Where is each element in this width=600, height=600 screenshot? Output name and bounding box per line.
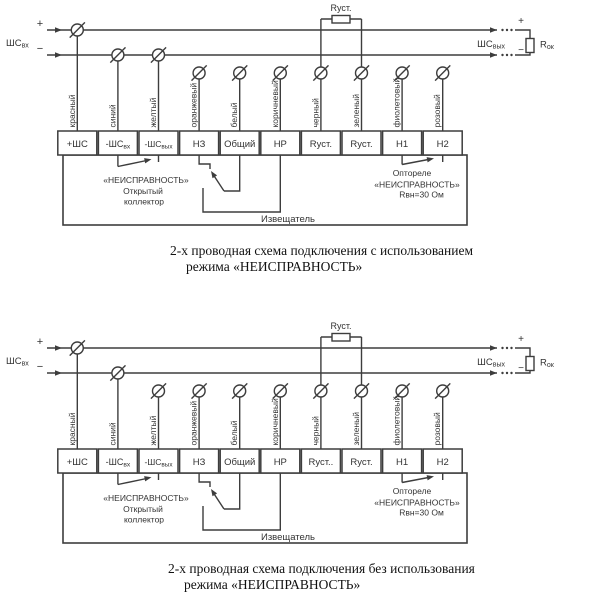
screw-terminal-icon — [110, 47, 125, 62]
terminal-label: -ШСвых — [144, 139, 173, 151]
oc-switch-arrow — [144, 158, 151, 163]
terminal-label: Общий — [224, 139, 256, 150]
loop-plus-arrow — [55, 27, 62, 32]
terminal-label: Н2 — [436, 139, 449, 150]
terminal-label: -ШСвх — [105, 457, 131, 469]
terminal-label: -ШСвых — [144, 457, 173, 469]
loop-plus-arrow — [55, 345, 62, 350]
screw-terminal-icon — [354, 383, 369, 398]
dot — [506, 372, 508, 374]
terminal-label: -ШСвх — [105, 139, 131, 151]
wire-color-label: синий — [107, 422, 118, 446]
dot — [501, 372, 503, 374]
wire-color-label: оранжевый — [188, 400, 199, 446]
dot — [506, 54, 508, 56]
screw-terminal-icon — [232, 65, 247, 80]
wire-color-label: оранжевый — [188, 82, 199, 128]
loop-plus-arrow — [490, 27, 497, 32]
opto-note-line1: Оптореле — [392, 168, 432, 178]
loop-minus-arrow — [55, 370, 62, 375]
terminal-label: НЗ — [192, 457, 206, 468]
screw-terminal-icon — [313, 383, 328, 398]
screw-terminal-icon — [151, 47, 166, 62]
resistor-rok-body — [526, 357, 534, 371]
loop-in-minus-label: − — [36, 43, 44, 55]
wire-color-label: желтый — [148, 97, 158, 128]
terminal-label: +ШС — [66, 139, 88, 150]
wire-color-label: синий — [107, 104, 118, 128]
screw-terminal-icon — [151, 383, 166, 398]
loop-minus-arrow — [490, 52, 497, 57]
oc-switch-blade — [118, 160, 149, 167]
dot — [501, 29, 503, 31]
terminal-label: НР — [273, 139, 287, 150]
wire-color-label: фиолетовый — [391, 77, 402, 128]
loop-in-minus-label: − — [36, 361, 44, 373]
relay-nr-path — [203, 155, 280, 212]
terminal-label: Rуст. — [350, 139, 373, 150]
dot — [501, 54, 503, 56]
screw-terminal-icon — [313, 65, 328, 80]
wire-color-label: зеленый — [351, 412, 361, 446]
screw-terminal-icon — [435, 65, 450, 80]
screw-terminal-icon — [110, 365, 125, 380]
oc-switch-arrow — [144, 476, 151, 481]
loop-out-minus-label: − — [518, 45, 524, 56]
screw-terminal-icon — [192, 65, 207, 80]
wire-color-label: белый — [229, 420, 240, 446]
terminal-label: НР — [273, 457, 287, 468]
wire-color-label: коричневый — [269, 80, 280, 128]
terminal-label: Н1 — [396, 139, 409, 150]
screw-terminal-icon — [192, 383, 207, 398]
loop-in-plus-label: + — [36, 18, 44, 30]
loop-minus-arrow — [490, 370, 497, 375]
diagram2-caption-line2: режима «НЕИСПРАВНОСТЬ» — [184, 577, 361, 592]
screw-terminal-icon — [70, 22, 85, 37]
rok-resistor-label: Rок — [540, 357, 554, 369]
screw-terminal-icon — [354, 65, 369, 80]
terminal-label: Общий — [224, 457, 256, 468]
relay-nr-path — [203, 473, 280, 530]
oc-note-line2: Открытый — [123, 504, 163, 514]
detector-label: Извещатель — [260, 214, 316, 225]
terminal-label: Н1 — [396, 457, 409, 468]
loop-in-label: ШСвх — [6, 356, 29, 368]
wire-color-label: коричневый — [269, 398, 280, 446]
loop-out-label: ШСвых — [477, 39, 505, 51]
loop-in-label: ШСвх — [6, 38, 29, 50]
opto-note-line3: Rвн=30 Ом — [399, 507, 444, 518]
wire-color-label: белый — [229, 102, 240, 128]
wire-color-label: фиолетовый — [391, 395, 402, 446]
diagram1-caption-line1: 2-х проводная схема подключения с использованием — [170, 243, 474, 258]
screw-terminal-icon — [273, 65, 288, 80]
terminal-label: Rуст. — [309, 139, 333, 150]
terminal-label: Н2 — [436, 457, 449, 468]
wire-color-label: черный — [310, 98, 321, 128]
wire-color-label: желтый — [148, 415, 158, 446]
loop-out-label: ШСвых — [477, 357, 505, 369]
relay-common-path — [224, 155, 240, 191]
screw-terminal-icon — [435, 383, 450, 398]
wire-color-label: розовый — [432, 412, 443, 446]
dot — [506, 347, 508, 349]
opto-switch-arrow — [427, 475, 434, 480]
screw-terminal-icon — [70, 340, 85, 355]
oc-note-line1: «НЕИСПРАВНОСТЬ» — [103, 175, 189, 185]
screw-terminal-icon — [232, 383, 247, 398]
opto-note-line1: Оптореле — [392, 486, 432, 496]
opto-switch-arrow — [427, 157, 434, 162]
relay-nz-path — [199, 473, 210, 487]
opto-note-line2: «НЕИСПРАВНОСТЬ» — [374, 497, 460, 508]
oc-note-line3: коллектор — [123, 514, 165, 525]
dot — [510, 54, 512, 56]
relay-blade-arrow — [211, 489, 217, 496]
resistor-rok-body — [526, 39, 534, 53]
rok-lead-top — [515, 348, 530, 357]
loop-out-plus-label: + — [518, 16, 524, 27]
dot — [506, 29, 508, 31]
dot — [510, 347, 512, 349]
rust-resistor-label: Rуст. — [330, 321, 352, 331]
resistor-rust-body — [332, 334, 350, 342]
wiring-diagram-without-fault-mode — [0, 318, 600, 553]
loop-plus-arrow — [490, 345, 497, 350]
wire-color-label: зеленый — [351, 94, 361, 128]
diagram2-caption-line1: 2-х проводная схема подключения без использования — [168, 561, 475, 576]
loop-in-plus-label: + — [36, 336, 44, 348]
relay-nz-path — [199, 155, 210, 169]
terminal-label: Rуст.. — [308, 457, 334, 468]
relay-common-path — [224, 473, 240, 509]
loop-minus-arrow — [55, 52, 62, 57]
rok-lead-top — [515, 30, 530, 39]
dot — [510, 372, 512, 374]
loop-out-minus-label: − — [518, 363, 524, 374]
oc-note-line2: Открытый — [123, 186, 163, 196]
wire-color-label: черный — [310, 416, 321, 446]
terminal-label: Rуст. — [350, 457, 373, 468]
wire-color-label: красный — [66, 412, 77, 446]
opto-switch-blade — [402, 159, 431, 165]
opto-note-line3: Rвн=30 Ом — [399, 189, 444, 200]
rust-resistor-label: Rуст. — [330, 3, 352, 13]
oc-switch-blade — [118, 478, 149, 485]
wire-color-label: красный — [66, 94, 77, 128]
terminal-label: НЗ — [192, 139, 206, 150]
detector-label: Извещатель — [260, 532, 316, 543]
diagram1-caption-line2: режима «НЕИСПРАВНОСТЬ» — [186, 259, 363, 274]
opto-note-line2: «НЕИСПРАВНОСТЬ» — [374, 179, 460, 190]
loop-out-plus-label: + — [518, 334, 524, 345]
opto-switch-blade — [402, 477, 431, 483]
wiring-diagram-with-fault-mode — [0, 0, 600, 235]
terminal-label: +ШС — [66, 457, 88, 468]
dot — [501, 347, 503, 349]
rok-resistor-label: Rок — [540, 39, 554, 51]
dot — [510, 29, 512, 31]
screw-terminal-icon — [273, 383, 288, 398]
oc-note-line3: коллектор — [123, 196, 165, 207]
resistor-rust-body — [332, 16, 350, 24]
wire-color-label: розовый — [432, 94, 443, 128]
relay-blade-arrow — [211, 171, 217, 178]
oc-note-line1: «НЕИСПРАВНОСТЬ» — [103, 493, 189, 503]
